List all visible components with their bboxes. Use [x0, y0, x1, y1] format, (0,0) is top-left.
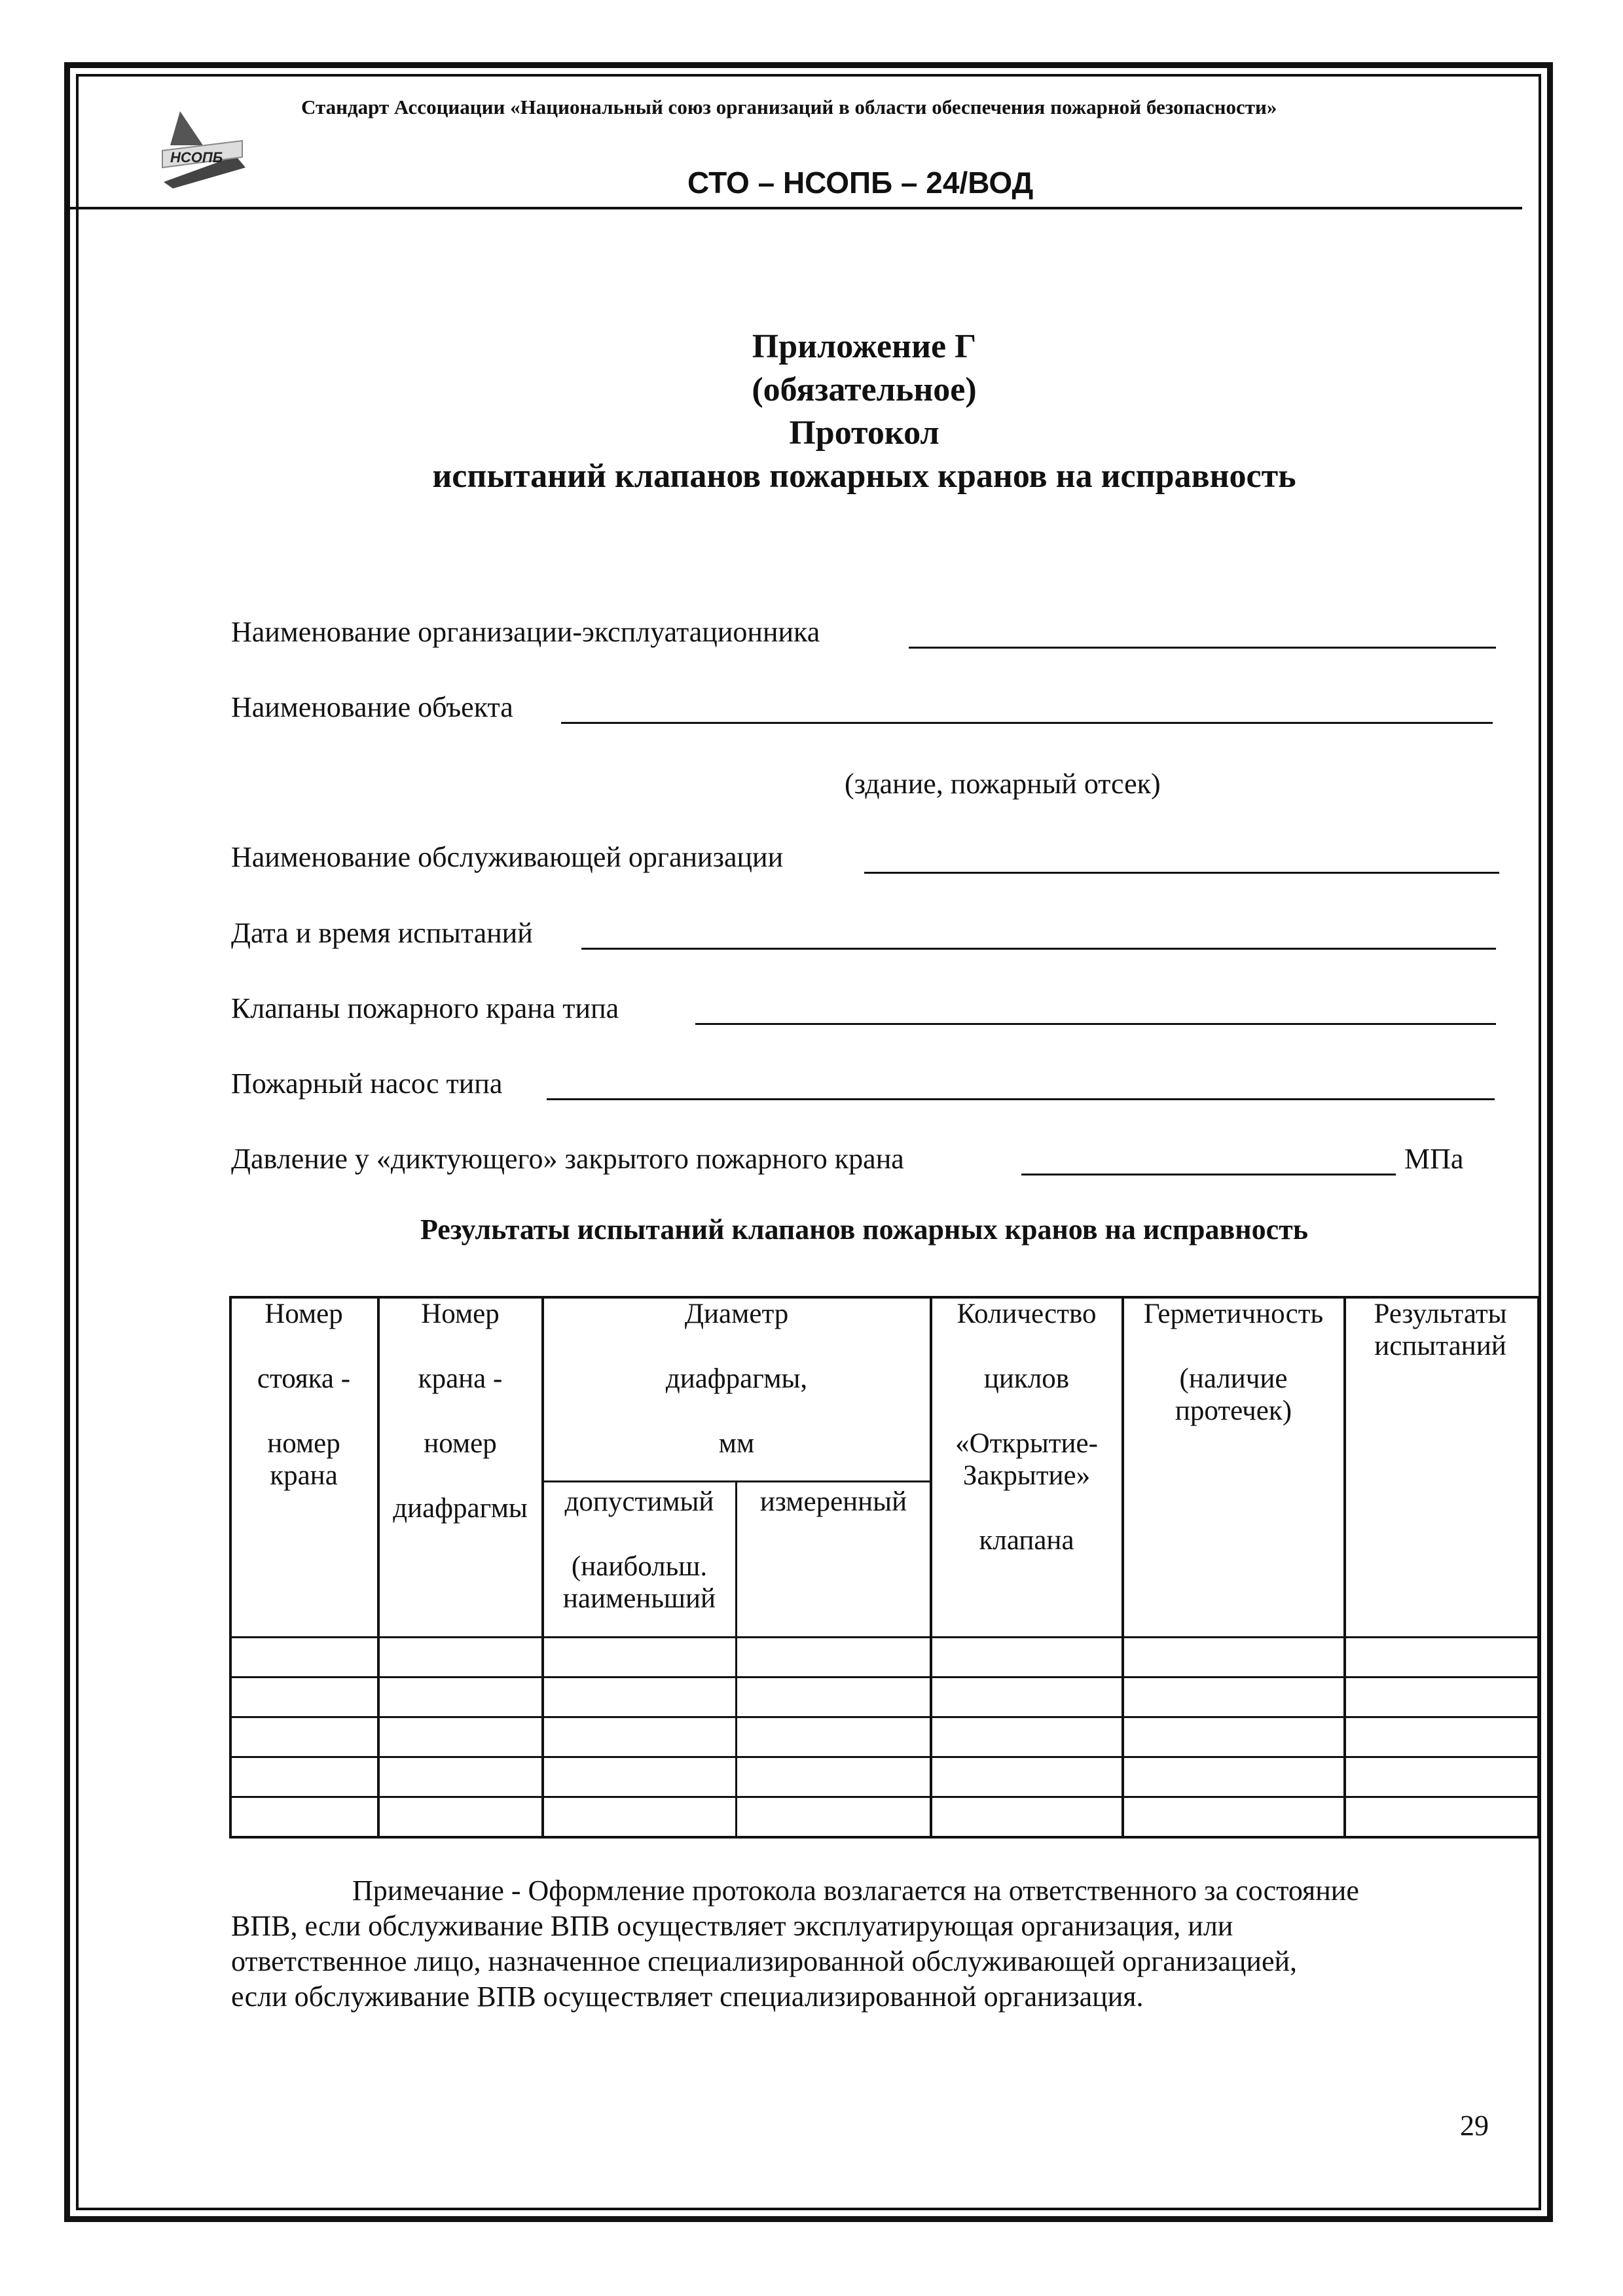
- protocol-title: Протокол: [789, 414, 939, 452]
- service-org-label: Наименование обслуживающей организации: [231, 841, 784, 873]
- table-row[interactable]: [229, 1756, 1537, 1796]
- appendix-status: (обязательное): [752, 371, 977, 408]
- table-col-line: [1537, 1296, 1540, 1836]
- header-tightness: Герметичность (наличие протечек): [1143, 1299, 1324, 1427]
- header-riser-number: Номер стояка - номер крана: [257, 1299, 351, 1492]
- table-row[interactable]: [229, 1676, 1537, 1716]
- table-row[interactable]: [229, 1716, 1537, 1756]
- table-border-bottom: [229, 1836, 1540, 1839]
- logo-text: НСОПБ: [170, 149, 223, 166]
- object-name-label: Наименование объекта: [231, 691, 513, 723]
- header-cycles: Количество циклов «Открытие- Закрытие» клапана: [955, 1299, 1098, 1556]
- test-datetime-field[interactable]: [581, 948, 1496, 950]
- pressure-unit: МПа: [1404, 1143, 1464, 1175]
- note-block: [231, 1873, 1508, 2015]
- pressure-field[interactable]: [1021, 1174, 1396, 1175]
- header-rule: [65, 207, 1522, 209]
- note-line-4: если обслуживание ВПВ осуществляет специализированной организация.: [231, 1981, 1144, 2013]
- table-row[interactable]: [229, 1796, 1537, 1836]
- standard-code: СТО – НСОПБ – 24/ВОД: [687, 166, 1034, 200]
- table-border-top: [229, 1296, 1537, 1299]
- table-subheader-line: [541, 1480, 930, 1482]
- note-line-2: ВПВ, если обслуживание ВПВ осуществляет эксплуатирующая организация, или: [231, 1910, 1233, 1942]
- table-row[interactable]: [229, 1636, 1537, 1676]
- object-hint: (здание, пожарный отсек): [845, 768, 1161, 800]
- valve-type-label: Клапаны пожарного крана типа: [231, 992, 619, 1024]
- header-measured-diameter: измеренный: [759, 1486, 907, 1517]
- operator-org-field[interactable]: [909, 647, 1496, 649]
- header-allowed-diameter: допустимый (наибольш. наименьший: [562, 1486, 716, 1615]
- pump-type-label: Пожарный насос типа: [231, 1067, 503, 1100]
- protocol-subject: испытаний клапанов пожарных кранов на исправность: [432, 457, 1296, 495]
- note-line-3: ответственное лицо, назначенное специализированной обслуживающей организацией,: [231, 1945, 1298, 1977]
- service-org-field[interactable]: [864, 872, 1499, 874]
- results-title: Результаты испытаний клапанов пожарных кранов на исправность: [420, 1213, 1309, 1246]
- header-results: Результаты испытаний: [1374, 1299, 1507, 1362]
- test-datetime-label: Дата и время испытаний: [231, 917, 533, 949]
- object-name-field[interactable]: [561, 722, 1493, 724]
- association-name: Стандарт Ассоциации «Национальный союз организаций в области обеспечения пожарной безопасности»: [301, 96, 1277, 118]
- pressure-label: Давление у «диктующего» закрытого пожарного крана: [231, 1143, 904, 1175]
- header-diaphragm-diameter: Диаметр диафрагмы, мм: [665, 1299, 808, 1459]
- note-line-1: Примечание - Оформление протокола возлагается на ответственного за состояние: [352, 1874, 1359, 1907]
- header-hydrant-number: Номер крана - номер диафрагмы: [393, 1299, 528, 1524]
- page-number: 29: [1460, 2109, 1489, 2142]
- operator-org-label: Наименование организации-эксплуатационника: [231, 616, 820, 648]
- appendix-title: Приложение Г: [752, 328, 977, 365]
- pump-type-field[interactable]: [547, 1098, 1495, 1100]
- valve-type-field[interactable]: [695, 1023, 1496, 1025]
- nsopb-logo: [157, 105, 249, 190]
